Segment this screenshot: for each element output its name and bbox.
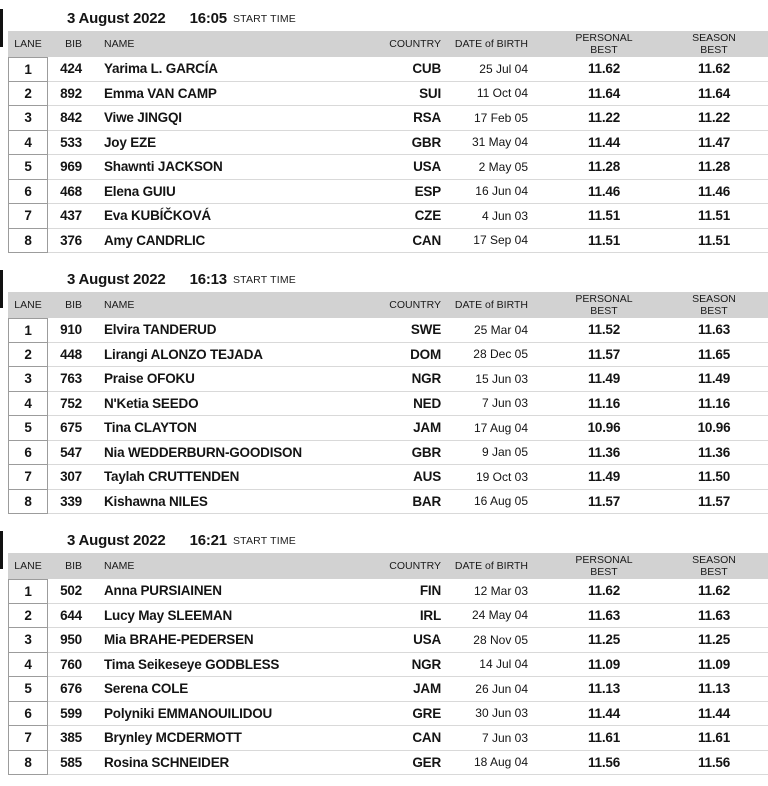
athlete-name-cell: Brynley MCDERMOTT [84, 726, 380, 751]
country-cell: NGR [380, 653, 441, 678]
page-edge-mark [0, 9, 3, 47]
personal-best-cell: 11.09 [528, 653, 680, 678]
date-of-birth-cell: 24 May 04 [441, 604, 528, 629]
athlete-row [8, 628, 768, 653]
date-of-birth-cell: 19 Oct 03 [441, 465, 528, 490]
column-header-season-best [680, 293, 748, 318]
lane-cell: 2 [8, 343, 48, 368]
heat-date: 3 August 2022 [67, 271, 166, 288]
athlete-row [8, 490, 768, 515]
personal-best-cell: 11.57 [528, 343, 680, 368]
bib-cell: 448 [48, 343, 84, 368]
column-header-bib: BIB [65, 299, 82, 311]
row-spacer [748, 441, 768, 466]
lane-cell: 3 [8, 106, 48, 131]
personal-best-cell: 11.51 [528, 204, 680, 229]
column-header-season-best-line2: BEST [700, 305, 728, 317]
bib-cell: 760 [48, 653, 84, 678]
athlete-name-cell: Rosina SCHNEIDER [84, 751, 380, 776]
country-cell: CAN [380, 229, 441, 254]
row-spacer [748, 702, 768, 727]
row-spacer [748, 677, 768, 702]
bib-cell: 950 [48, 628, 84, 653]
heat-title-row [8, 267, 768, 292]
column-header-bar [8, 31, 768, 57]
heat-title-row [8, 6, 768, 31]
column-header-bar [8, 553, 768, 579]
heat-date: 3 August 2022 [67, 532, 166, 549]
row-spacer [748, 318, 768, 343]
personal-best-cell: 11.62 [528, 579, 680, 604]
date-of-birth-cell: 14 Jul 04 [441, 653, 528, 678]
personal-best-cell: 11.36 [528, 441, 680, 466]
bib-cell: 969 [48, 155, 84, 180]
athlete-row [8, 604, 768, 629]
personal-best-cell: 11.49 [528, 367, 680, 392]
athlete-row [8, 702, 768, 727]
lane-cell: 7 [8, 465, 48, 490]
date-of-birth-cell: 30 Jun 03 [441, 702, 528, 727]
season-best-cell: 11.36 [680, 441, 748, 466]
season-best-cell: 11.51 [680, 204, 748, 229]
row-spacer [748, 229, 768, 254]
season-best-cell: 11.49 [680, 367, 748, 392]
season-best-cell: 11.46 [680, 180, 748, 205]
athlete-name-cell: Anna PURSIAINEN [84, 579, 380, 604]
bib-cell: 585 [48, 751, 84, 776]
date-of-birth-cell: 16 Aug 05 [441, 490, 528, 515]
athlete-name-cell: Shawnti JACKSON [84, 155, 380, 180]
bib-cell: 533 [48, 131, 84, 156]
bib-cell: 547 [48, 441, 84, 466]
country-cell: SWE [380, 318, 441, 343]
athlete-row [8, 131, 768, 156]
athlete-row [8, 726, 768, 751]
athlete-name-cell: Lucy May SLEEMAN [84, 604, 380, 629]
page-edge-mark [0, 270, 3, 308]
country-cell: RSA [380, 106, 441, 131]
season-best-cell: 11.61 [680, 726, 748, 751]
bib-cell: 599 [48, 702, 84, 727]
column-header-season-best [680, 554, 748, 579]
start-time-label: START TIME [232, 12, 297, 25]
athlete-name-cell: Emma VAN CAMP [84, 82, 380, 107]
date-of-birth-cell: 26 Jun 04 [441, 677, 528, 702]
athlete-row [8, 465, 768, 490]
lane-cell: 4 [8, 131, 48, 156]
season-best-cell: 11.62 [680, 57, 748, 82]
country-cell: NED [380, 392, 441, 417]
athlete-name-cell: Viwe JINGQI [84, 106, 380, 131]
personal-best-cell: 11.44 [528, 131, 680, 156]
athlete-name-cell: Praise OFOKU [84, 367, 380, 392]
column-header-name: NAME [104, 299, 135, 311]
athlete-row [8, 57, 768, 82]
column-header-personal-best-line2: BEST [590, 305, 618, 317]
start-time-label: START TIME [232, 534, 297, 547]
personal-best-cell: 11.56 [528, 751, 680, 776]
personal-best-cell: 11.64 [528, 82, 680, 107]
athlete-row [8, 579, 768, 604]
bib-cell: 424 [48, 57, 84, 82]
row-spacer [748, 490, 768, 515]
personal-best-cell: 11.44 [528, 702, 680, 727]
column-header-lane: LANE [14, 560, 42, 572]
column-header-personal-best-line1: PERSONAL [575, 292, 633, 305]
bib-cell: 376 [48, 229, 84, 254]
athlete-name-cell: Serena COLE [84, 677, 380, 702]
personal-best-cell: 11.52 [528, 318, 680, 343]
season-best-cell: 11.44 [680, 702, 748, 727]
season-best-cell: 11.09 [680, 653, 748, 678]
date-of-birth-cell: 2 May 05 [441, 155, 528, 180]
date-of-birth-cell: 7 Jun 03 [441, 726, 528, 751]
column-header-bar [8, 292, 768, 318]
lane-cell: 2 [8, 604, 48, 629]
column-header-season-best-line1: SEASON [692, 31, 736, 44]
personal-best-cell: 11.46 [528, 180, 680, 205]
country-cell: CUB [380, 57, 441, 82]
row-spacer [748, 604, 768, 629]
rows [8, 57, 768, 253]
country-cell: ESP [380, 180, 441, 205]
season-best-cell: 11.62 [680, 579, 748, 604]
heat-section [0, 6, 768, 253]
date-of-birth-cell: 15 Jun 03 [441, 367, 528, 392]
athlete-name-cell: Mia BRAHE-PEDERSEN [84, 628, 380, 653]
country-cell: SUI [380, 82, 441, 107]
season-best-cell: 11.56 [680, 751, 748, 776]
season-best-cell: 11.16 [680, 392, 748, 417]
column-header-season-best-line2: BEST [700, 566, 728, 578]
start-time-label: START TIME [232, 273, 297, 286]
country-cell: GBR [380, 131, 441, 156]
rows [8, 318, 768, 514]
personal-best-cell: 11.16 [528, 392, 680, 417]
personal-best-cell: 11.51 [528, 229, 680, 254]
country-cell: JAM [380, 416, 441, 441]
athlete-name-cell: Lirangi ALONZO TEJADA [84, 343, 380, 368]
column-header-season-best-line1: SEASON [692, 292, 736, 305]
athlete-name-cell: Polyniki EMMANOUILIDOU [84, 702, 380, 727]
column-header-bib: BIB [65, 38, 82, 50]
personal-best-cell: 11.25 [528, 628, 680, 653]
date-of-birth-cell: 25 Jul 04 [441, 57, 528, 82]
row-spacer [748, 343, 768, 368]
row-spacer [748, 465, 768, 490]
country-cell: BAR [380, 490, 441, 515]
athlete-row [8, 343, 768, 368]
season-best-cell: 11.64 [680, 82, 748, 107]
row-spacer [748, 579, 768, 604]
heat-section [0, 528, 768, 775]
personal-best-cell: 11.63 [528, 604, 680, 629]
column-header-lane: LANE [14, 38, 42, 50]
column-header-season-best-line1: SEASON [692, 553, 736, 566]
date-of-birth-cell: 31 May 04 [441, 131, 528, 156]
row-spacer [748, 653, 768, 678]
personal-best-cell: 11.13 [528, 677, 680, 702]
column-header-country: COUNTRY [389, 560, 441, 572]
row-spacer [748, 106, 768, 131]
country-cell: GER [380, 751, 441, 776]
lane-cell: 6 [8, 180, 48, 205]
bib-cell: 752 [48, 392, 84, 417]
country-cell: GRE [380, 702, 441, 727]
row-spacer [748, 392, 768, 417]
personal-best-cell: 11.57 [528, 490, 680, 515]
athlete-name-cell: Elena GUIU [84, 180, 380, 205]
column-header-bib: BIB [65, 560, 82, 572]
lane-cell: 8 [8, 751, 48, 776]
date-of-birth-cell: 12 Mar 03 [441, 579, 528, 604]
column-header-name: NAME [104, 560, 135, 572]
row-spacer [748, 155, 768, 180]
athlete-row [8, 416, 768, 441]
personal-best-cell: 10.96 [528, 416, 680, 441]
column-header-personal-best-line1: PERSONAL [575, 31, 633, 44]
heat-section [0, 267, 768, 514]
lane-cell: 6 [8, 441, 48, 466]
country-cell: AUS [380, 465, 441, 490]
season-best-cell: 11.50 [680, 465, 748, 490]
column-header-personal-best [528, 32, 680, 57]
lane-cell: 4 [8, 653, 48, 678]
lane-cell: 1 [8, 57, 48, 82]
date-of-birth-cell: 7 Jun 03 [441, 392, 528, 417]
column-header-country: COUNTRY [389, 299, 441, 311]
lane-cell: 3 [8, 628, 48, 653]
date-of-birth-cell: 17 Aug 04 [441, 416, 528, 441]
row-spacer [748, 204, 768, 229]
lane-cell: 5 [8, 155, 48, 180]
bib-cell: 385 [48, 726, 84, 751]
bib-cell: 468 [48, 180, 84, 205]
heat-start-time: 16:13 [189, 271, 227, 288]
athlete-row [8, 392, 768, 417]
date-of-birth-cell: 17 Sep 04 [441, 229, 528, 254]
bib-cell: 675 [48, 416, 84, 441]
athlete-row [8, 367, 768, 392]
athlete-row [8, 653, 768, 678]
heat-title-row [8, 528, 768, 553]
personal-best-cell: 11.61 [528, 726, 680, 751]
athlete-row [8, 229, 768, 254]
row-spacer [748, 751, 768, 776]
page-edge-mark [0, 531, 3, 569]
date-of-birth-cell: 4 Jun 03 [441, 204, 528, 229]
bib-cell: 892 [48, 82, 84, 107]
season-best-cell: 11.22 [680, 106, 748, 131]
column-header-season-best-line2: BEST [700, 44, 728, 56]
athlete-row [8, 106, 768, 131]
athlete-name-cell: Amy CANDRLIC [84, 229, 380, 254]
athlete-row [8, 204, 768, 229]
season-best-cell: 11.65 [680, 343, 748, 368]
row-spacer [748, 416, 768, 441]
date-of-birth-cell: 28 Dec 05 [441, 343, 528, 368]
start-list-page [0, 6, 768, 786]
row-spacer [748, 367, 768, 392]
athlete-name-cell: Kishawna NILES [84, 490, 380, 515]
column-header-personal-best-line2: BEST [590, 44, 618, 56]
lane-cell: 7 [8, 204, 48, 229]
row-spacer [748, 57, 768, 82]
season-best-cell: 10.96 [680, 416, 748, 441]
heat-start-time: 16:05 [189, 10, 227, 27]
athlete-name-cell: Joy EZE [84, 131, 380, 156]
bib-cell: 763 [48, 367, 84, 392]
personal-best-cell: 11.49 [528, 465, 680, 490]
country-cell: USA [380, 155, 441, 180]
athlete-row [8, 751, 768, 776]
season-best-cell: 11.63 [680, 604, 748, 629]
bib-cell: 437 [48, 204, 84, 229]
row-spacer [748, 180, 768, 205]
athlete-row [8, 318, 768, 343]
country-cell: USA [380, 628, 441, 653]
country-cell: CZE [380, 204, 441, 229]
date-of-birth-cell: 9 Jan 05 [441, 441, 528, 466]
bib-cell: 339 [48, 490, 84, 515]
column-header-country: COUNTRY [389, 38, 441, 50]
column-header-season-best [680, 32, 748, 57]
lane-cell: 7 [8, 726, 48, 751]
bib-cell: 307 [48, 465, 84, 490]
column-header-date-of-birth: DATE of BIRTH [454, 38, 528, 50]
country-cell: GBR [380, 441, 441, 466]
column-header-lane: LANE [14, 299, 42, 311]
athlete-name-cell: Nia WEDDERBURN-GOODISON [84, 441, 380, 466]
athlete-name-cell: Tima Seikeseye GODBLESS [84, 653, 380, 678]
season-best-cell: 11.57 [680, 490, 748, 515]
row-spacer [748, 726, 768, 751]
date-of-birth-cell: 18 Aug 04 [441, 751, 528, 776]
bib-cell: 676 [48, 677, 84, 702]
lane-cell: 4 [8, 392, 48, 417]
heat-start-time: 16:21 [189, 532, 227, 549]
season-best-cell: 11.51 [680, 229, 748, 254]
lane-cell: 8 [8, 229, 48, 254]
personal-best-cell: 11.22 [528, 106, 680, 131]
date-of-birth-cell: 11 Oct 04 [441, 82, 528, 107]
athlete-name-cell: Yarima L. GARCÍA [84, 57, 380, 82]
lane-cell: 5 [8, 677, 48, 702]
lane-cell: 1 [8, 318, 48, 343]
country-cell: NGR [380, 367, 441, 392]
athlete-row [8, 155, 768, 180]
personal-best-cell: 11.28 [528, 155, 680, 180]
athlete-row [8, 441, 768, 466]
athlete-name-cell: N'Ketia SEEDO [84, 392, 380, 417]
date-of-birth-cell: 17 Feb 05 [441, 106, 528, 131]
athlete-name-cell: Eva KUBÍČKOVÁ [84, 204, 380, 229]
lane-cell: 1 [8, 579, 48, 604]
country-cell: JAM [380, 677, 441, 702]
column-header-date-of-birth: DATE of BIRTH [454, 560, 528, 572]
season-best-cell: 11.47 [680, 131, 748, 156]
athlete-name-cell: Elvira TANDERUD [84, 318, 380, 343]
athlete-name-cell: Taylah CRUTTENDEN [84, 465, 380, 490]
country-cell: IRL [380, 604, 441, 629]
country-cell: DOM [380, 343, 441, 368]
lane-cell: 8 [8, 490, 48, 515]
bib-cell: 502 [48, 579, 84, 604]
season-best-cell: 11.25 [680, 628, 748, 653]
bib-cell: 644 [48, 604, 84, 629]
country-cell: CAN [380, 726, 441, 751]
heat-date: 3 August 2022 [67, 10, 166, 27]
heats-list [0, 6, 768, 775]
lane-cell: 3 [8, 367, 48, 392]
date-of-birth-cell: 16 Jun 04 [441, 180, 528, 205]
athlete-name-cell: Tina CLAYTON [84, 416, 380, 441]
column-header-name: NAME [104, 38, 135, 50]
season-best-cell: 11.28 [680, 155, 748, 180]
country-cell: FIN [380, 579, 441, 604]
bib-cell: 910 [48, 318, 84, 343]
personal-best-cell: 11.62 [528, 57, 680, 82]
season-best-cell: 11.63 [680, 318, 748, 343]
row-spacer [748, 82, 768, 107]
column-header-personal-best-line2: BEST [590, 566, 618, 578]
date-of-birth-cell: 28 Nov 05 [441, 628, 528, 653]
athlete-row [8, 180, 768, 205]
column-header-personal-best [528, 293, 680, 318]
lane-cell: 2 [8, 82, 48, 107]
athlete-row [8, 677, 768, 702]
date-of-birth-cell: 25 Mar 04 [441, 318, 528, 343]
rows [8, 579, 768, 775]
row-spacer [748, 131, 768, 156]
athlete-row [8, 82, 768, 107]
column-header-personal-best-line1: PERSONAL [575, 553, 633, 566]
column-header-personal-best [528, 554, 680, 579]
season-best-cell: 11.13 [680, 677, 748, 702]
row-spacer [748, 628, 768, 653]
column-header-date-of-birth: DATE of BIRTH [454, 299, 528, 311]
lane-cell: 5 [8, 416, 48, 441]
lane-cell: 6 [8, 702, 48, 727]
bib-cell: 842 [48, 106, 84, 131]
